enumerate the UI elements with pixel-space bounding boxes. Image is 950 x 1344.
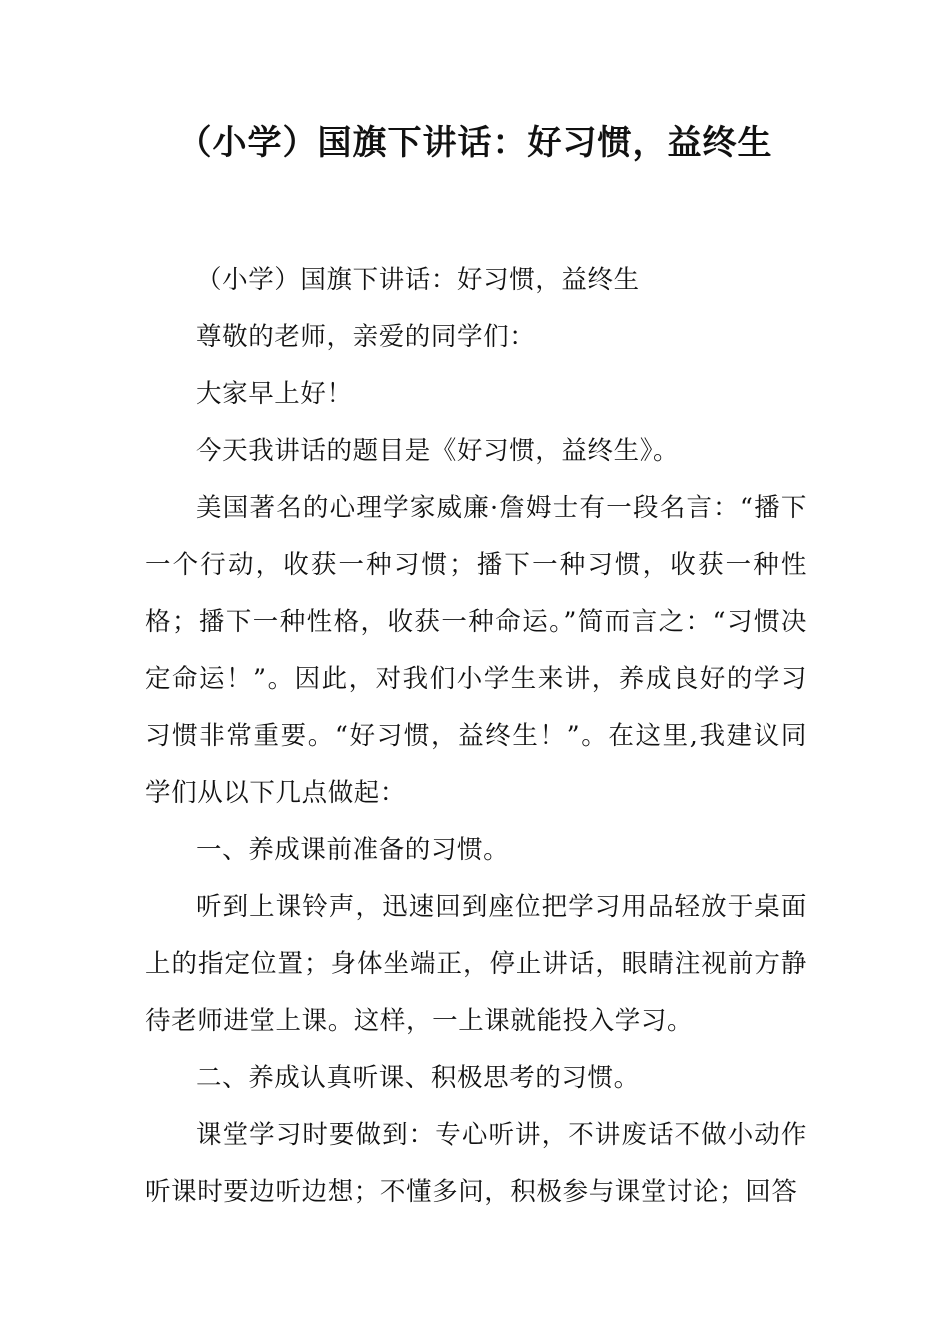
paragraph-salutation: 尊敬的老师，亲爱的同学们： xyxy=(196,322,536,352)
paragraph-point-two-body: 课堂学习时要做到：专心听讲，不讲废话不做小动作听课时要边听边想；不懂多问，积极参与课堂讨论；回答 xyxy=(145,1120,807,1207)
paragraph-quote: 美国著名的心理学家威廉·詹姆士有一段名言：“播下一个行动，收获一种习惯；播下一种习惯，收获一种性格；播下一种性格，收获一种命运。”简而言之：“习惯决定命运！”。因此，对我们小学生来讲，养成良好的学习习惯非常重要。“好习惯，益终生！”。在这里,我建议同学们从以下几点做起： xyxy=(145,493,807,808)
paragraph-greeting: 大家早上好！ xyxy=(196,379,353,409)
paragraph-point-one-heading: 一、养成课前准备的习惯。 xyxy=(196,835,510,865)
paragraph-heading-repeat: （小学）国旗下讲话：好习惯，益终生 xyxy=(196,265,640,295)
document-title: （小学）国旗下讲话：好习惯，益终生 xyxy=(177,123,773,163)
paragraph-point-two-heading: 二、养成认真听课、积极思考的习惯。 xyxy=(196,1063,640,1093)
paragraph-topic: 今天我讲话的题目是《好习惯，益终生》。 xyxy=(196,436,680,466)
paragraph-point-one-body: 听到上课铃声，迅速回到座位把学习用品轻放于桌面上的指定位置；身体坐端正，停止讲话，眼睛注视前方静待老师进堂上课。这样，一上课就能投入学习。 xyxy=(145,892,807,1036)
document-body xyxy=(145,252,807,1221)
